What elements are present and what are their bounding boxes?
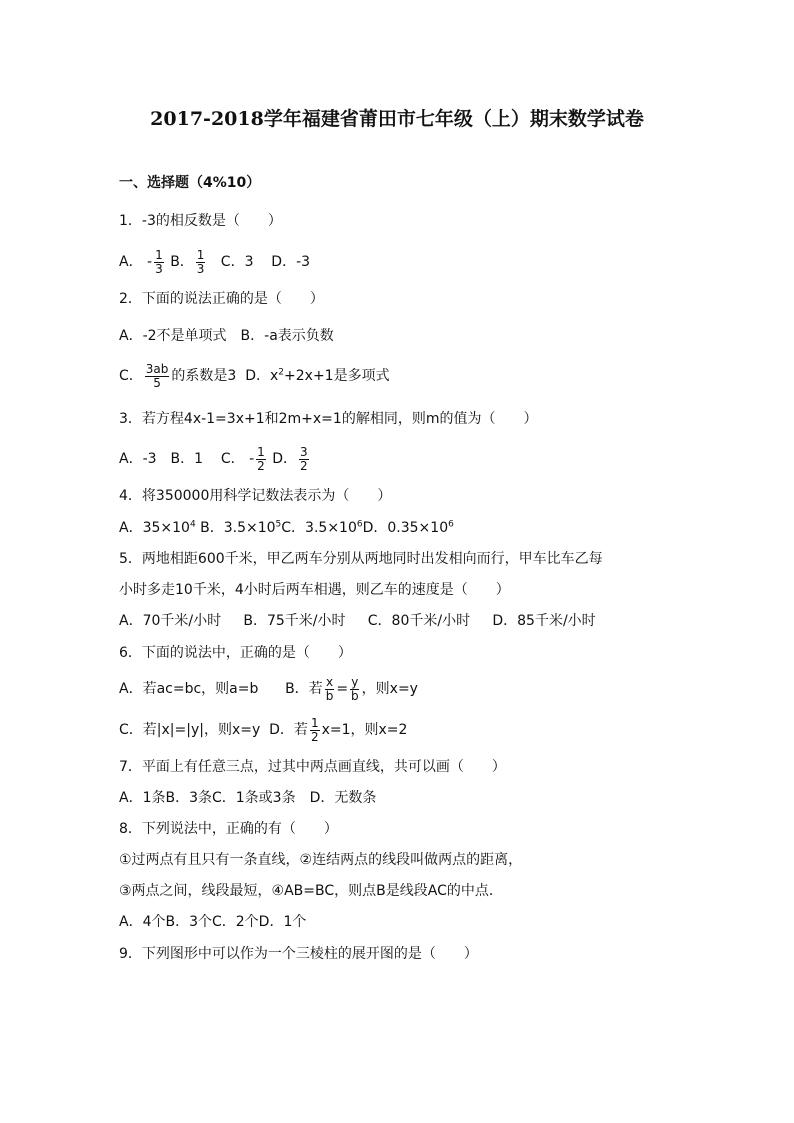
fraction-numerator: x: [325, 674, 334, 689]
option-c-sign: -: [249, 451, 255, 467]
question-7-options: A．1条B．3条C．1条或3条 D．无数条: [119, 790, 377, 806]
option-c: C．若|x|=|y|，则x=y: [119, 722, 261, 738]
fraction-denominator: 3: [196, 261, 205, 276]
option-d: D．0.35×10: [362, 520, 449, 536]
page-title: 2017-2018学年福建省莆田市七年级（上）期末数学试卷: [150, 108, 644, 130]
fraction-denominator: b: [351, 688, 359, 703]
fraction-numerator: 3: [300, 444, 308, 459]
option-c: C．3.5×10: [281, 520, 357, 536]
question-7: 7．平面上有任意三点，过其中两点画直线，共可以画（ ）: [119, 759, 506, 775]
question-5-line-2: 小时多走10千米，4小时后两车相遇，则乙车的速度是（ ）: [119, 582, 510, 598]
exponent: 6: [356, 519, 363, 530]
option-d: D．85千米/小时: [492, 613, 596, 629]
option-c-label: C．: [119, 368, 143, 384]
fraction-denominator: 2: [310, 729, 319, 744]
fraction-denominator: 5: [153, 375, 161, 390]
option-b: B．3.5×10: [200, 520, 276, 536]
option-b-fraction: [196, 249, 206, 276]
option-c: C．80千米/小时: [367, 613, 471, 629]
fraction-numerator: y: [351, 674, 359, 689]
fraction-denominator: 3: [155, 261, 163, 276]
question-3-options: [119, 444, 311, 474]
option-a: A．70千米/小时: [119, 613, 222, 629]
option-c-fraction: [256, 446, 266, 473]
option-d-label: D．: [272, 451, 298, 467]
section-heading: 一、选择题（4%10）: [119, 175, 261, 191]
option-a-label: A．: [119, 254, 143, 270]
question-3: 3．若方程4x-1=3x+1和2m+x=1的解相同，则m的值为（ ）: [119, 411, 538, 427]
option-b-text: ，则x=y: [361, 681, 418, 697]
question-1: 1．-3的相反数是（ ）: [119, 213, 282, 229]
exponent: 5: [275, 519, 282, 530]
option-d-label: D．x: [245, 368, 279, 384]
option-a-sign: -: [147, 254, 153, 270]
exponent: 6: [448, 519, 454, 530]
fraction-numerator: 1: [155, 247, 163, 262]
question-1-options: [119, 248, 310, 276]
option-d-text: +2x+1是多项式: [284, 368, 390, 384]
equals-sign: =: [336, 681, 349, 697]
option-a: A．35×10: [119, 520, 190, 536]
question-4: 4．将350000用科学记数法表示为（ ）: [119, 488, 392, 504]
option-c-label: C．: [220, 451, 245, 467]
option-d-label: D．若: [269, 722, 308, 738]
fraction-numerator: 3ab: [145, 361, 169, 376]
option-ab: A．-3 B．1: [119, 451, 204, 467]
fraction-denominator: 2: [257, 458, 265, 473]
question-2-options-ab: A．-2不是单项式 B．-a表示负数: [119, 328, 334, 344]
question-4-options: [119, 518, 454, 538]
exponent: 2: [278, 367, 285, 378]
option-a-fraction: [154, 249, 164, 276]
question-8-statement-2: ③两点之间，线段最短，④AB=BC，则点B是线段AC的中点．: [119, 883, 503, 899]
option-b-label: B．: [170, 254, 194, 270]
option-b-label: B．若: [285, 681, 323, 697]
option-c-fraction: [145, 363, 170, 390]
question-6: 6．下面的说法中，正确的是（ ）: [119, 645, 352, 661]
option-a: A．若ac=bc，则a=b: [119, 681, 259, 697]
question-5-line-1: 5．两地相距600千米，甲乙两车分别从两地同时出发相向而行，甲车比车乙每: [119, 551, 603, 567]
fraction-denominator: b: [325, 688, 334, 703]
option-b-fraction-y: [350, 676, 360, 703]
option-b-fraction-x: [325, 676, 335, 703]
question-2: 2．下面的说法正确的是（ ）: [119, 291, 324, 307]
question-5-options: [119, 611, 596, 631]
question-9: 9．下列图形中可以作为一个三棱柱的展开图的是（ ）: [119, 946, 478, 962]
question-6-options-cd: [119, 715, 407, 745]
option-c-text: 的系数是3: [171, 368, 237, 384]
question-8: 8．下列说法中，正确的有（ ）: [119, 821, 338, 837]
question-2-options-cd: [119, 361, 390, 391]
option-c: C．3: [220, 254, 254, 270]
exponent: 4: [189, 519, 196, 530]
option-d-fraction: [299, 446, 309, 473]
fraction-numerator: 1: [257, 444, 265, 459]
option-b: B．75千米/小时: [243, 613, 346, 629]
option-d-fraction: [310, 717, 320, 744]
question-8-options: A．4个B．3个C．2个D．1个: [119, 914, 307, 930]
question-6-options-ab: [119, 675, 418, 703]
option-d: D．-3: [271, 254, 311, 270]
fraction-numerator: 1: [310, 715, 319, 730]
fraction-denominator: 2: [300, 458, 308, 473]
fraction-numerator: 1: [196, 247, 205, 262]
question-8-statement-1: ①过两点有且只有一条直线，②连结两点的线段叫做两点的距离，: [119, 852, 523, 868]
option-d-text: x=1，则x=2: [321, 722, 408, 738]
